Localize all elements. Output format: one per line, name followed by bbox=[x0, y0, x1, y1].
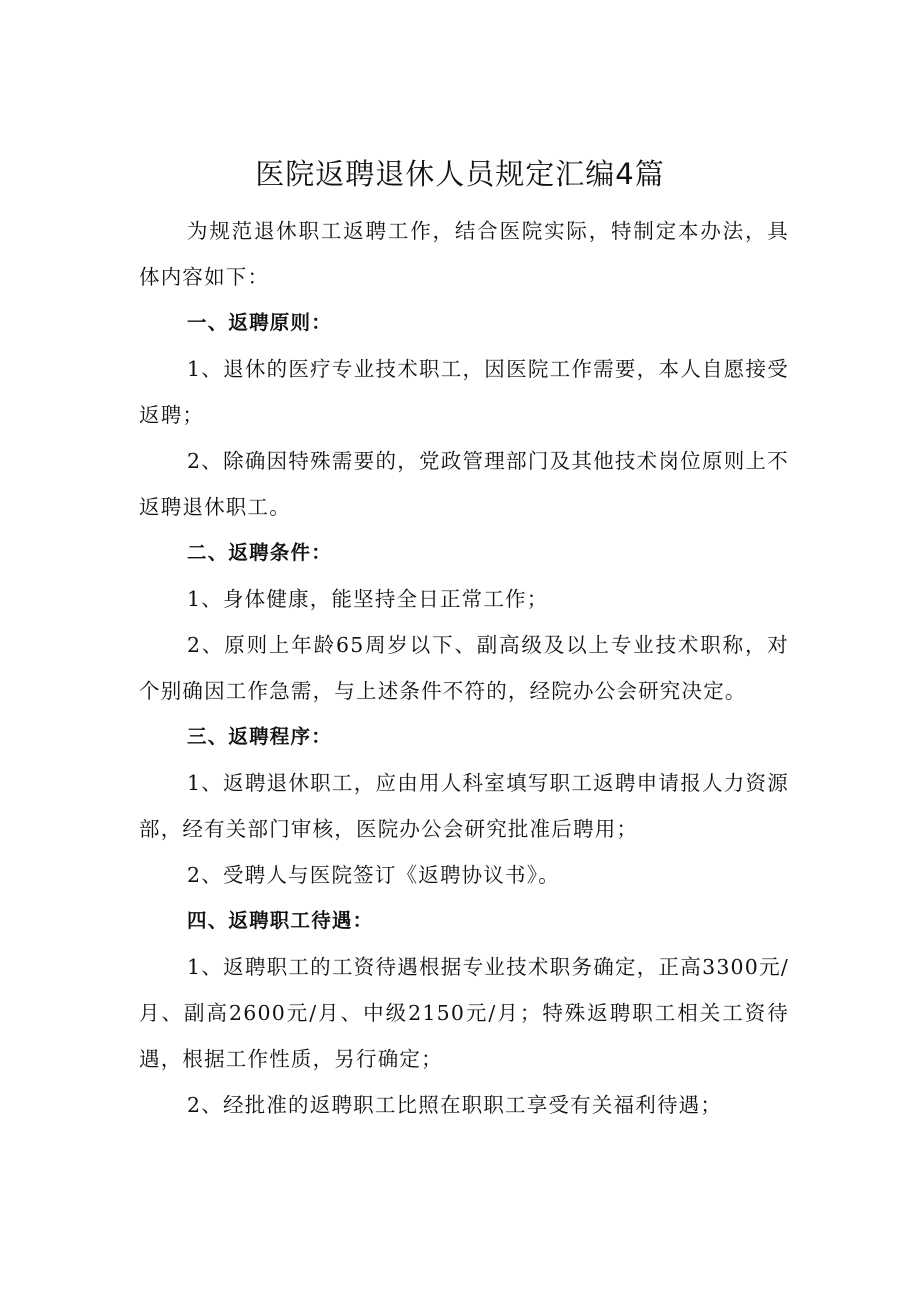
section-heading-principles: 一、返聘原则： bbox=[187, 311, 332, 334]
document-body bbox=[139, 208, 789, 1128]
section-heading-conditions: 二、返聘条件： bbox=[187, 541, 332, 564]
paragraph: 1、退休的医疗专业技术职工，因医院工作需要，本人自愿接受返聘； bbox=[139, 357, 789, 427]
intro-paragraph: 为规范退休职工返聘工作，结合医院实际，特制定本办法，具体内容如下： bbox=[139, 219, 789, 289]
paragraph: 2、除确因特殊需要的，党政管理部门及其他技术岗位原则上不返聘退休职工。 bbox=[139, 449, 789, 519]
paragraph: 1、身体健康，能坚持全日正常工作； bbox=[187, 587, 549, 611]
paragraph: 2、原则上年龄65周岁以下、副高级及以上专业技术职称，对个别确因工作急需，与上述条件不符的，经院办公会研究决定。 bbox=[139, 633, 789, 703]
paragraph: 2、受聘人与医院签订《返聘协议书》。 bbox=[187, 863, 560, 887]
section-heading-treatment: 四、返聘职工待遇： bbox=[187, 909, 374, 932]
section-heading-procedure: 三、返聘程序： bbox=[187, 725, 332, 748]
paragraph: 2、经批准的返聘职工比照在职职工享受有关福利待遇； bbox=[187, 1093, 723, 1117]
paragraph: 1、返聘职工的工资待遇根据专业技术职务确定，正高3300元/月、副高2600元/月、中级2150元/月；特殊返聘职工相关工资待遇，根据工作性质，另行确定； bbox=[139, 955, 789, 1071]
paragraph: 1、返聘退休职工，应由用人科室填写职工返聘申请报人力资源部，经有关部门审核，医院办公会研究批准后聘用； bbox=[139, 771, 789, 841]
document-title: 医院返聘退休人员规定汇编4篇 bbox=[255, 157, 665, 191]
